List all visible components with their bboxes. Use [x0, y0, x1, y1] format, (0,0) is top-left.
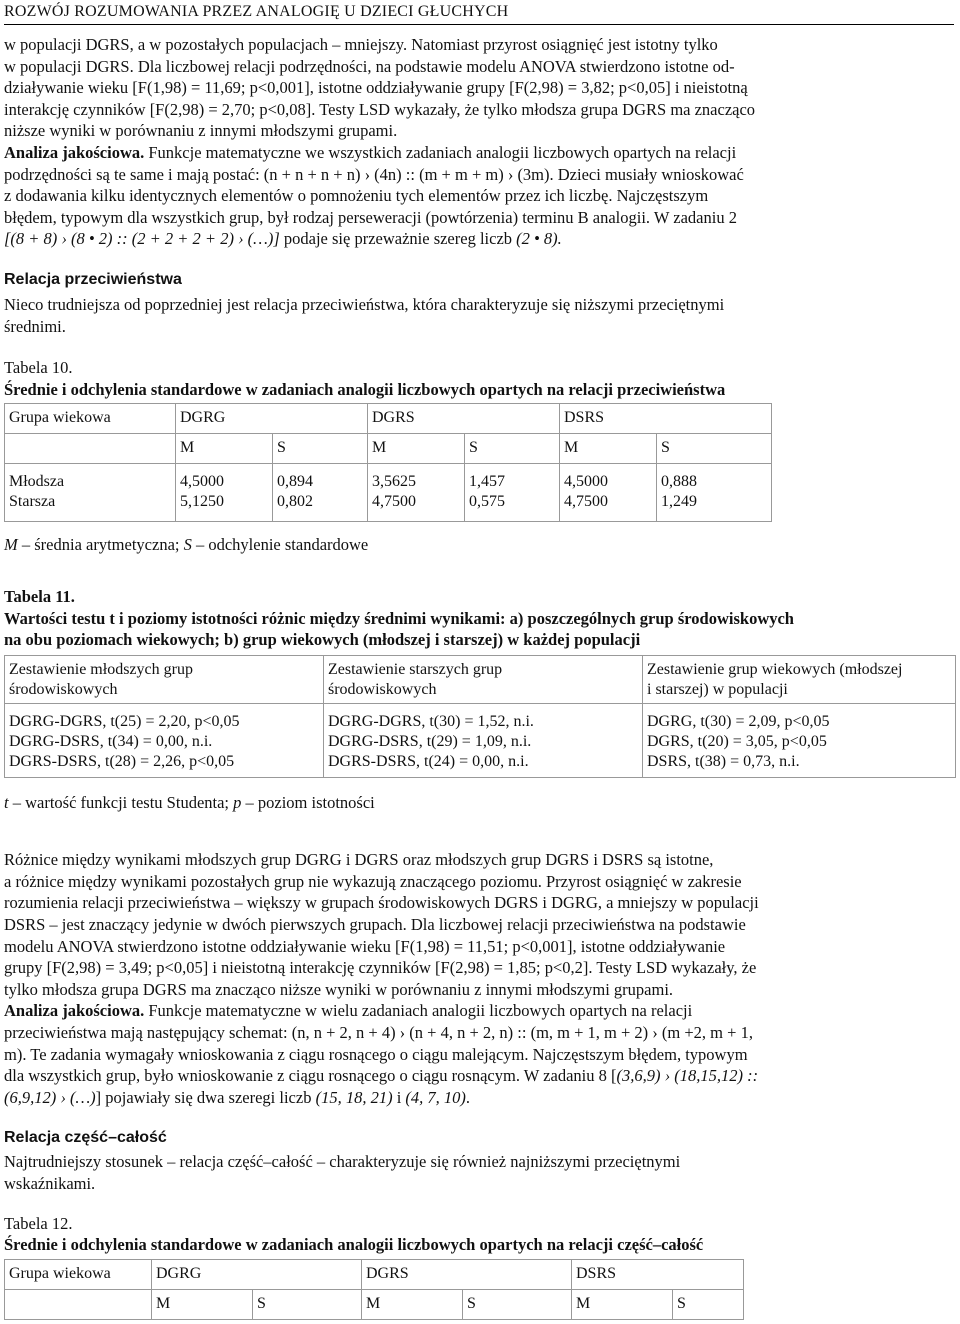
- running-header: ROZWÓJ ROZUMOWANIA PRZEZ ANALOGIĘ U DZIECI GŁUCHYCH: [4, 0, 954, 25]
- table-label: Tabela 10.: [4, 358, 73, 378]
- qualitative-analysis-1: Analiza jakościowa. Funkcje matematyczne we wszystkich zadaniach analogii liczbowych opartych na relacji podrzędności są te same i mają postać: (n + n + n + n) › (4n) :: (m + m + m) › (3m). Dzieci musiały wnioskować z dodawania kilku identycznych elementów o pomnożeniu tych elementów przez ich liczbę. Najczęstszym błędem, typowym dla wszystkich grup, był rodzaj perseweracji (powtórzenia) terminu B analogii. W zadaniu 2 [(8 + 8) › (8 • 2) :: (2 + 2 + 2 + 2) › (…)] podaje się przeważnie szereg liczb (2 • 8).: [4, 142, 744, 249]
- qualitative-analysis-2: Analiza jakościowa. Funkcje matematyczne w wielu zadaniach analogii liczbowych opartych na relacji przeciwieństwa mają następujący schemat: (n, n + 2, n + 4) › (n + 4, n + 2, n) :: (m, m + 1, m + 2) › (m +2, m + 1, m). Te zadania wymagały wnioskowania z ciągu rosnącego o ciągu malejącym. Najczęstszym błędem, typowym dla wszystkich grup, było wnioskowanie z ciągu rosnącego o ciągu rosnącym. W zadaniu 8 [(3,6,9) › (18,15,12) :: (6,9,12) › (…)] pojawiały się dwa szeregi liczb (15, 18, 21) i (4, 7, 10).: [4, 1001, 759, 1107]
- intro-paragraph: w populacji DGRS, a w pozostałych populacjach – mniejszy. Natomiast przyrost osiągnięć jest istotny tylko w populacji DGRS. Dla liczbowej relacji podrzędności, na podstawie modelu ANOVA stwierdzono istotne od- działywanie wieku [F(1,98) = 11,69; p<0,001], istotne oddziaływanie grupy [F(2,98) = 3,82; p<0,05] i nieistotną interakcję czynników [F(2,98) = 2,70; p<0,08]. Testy LSD wykazały, że tylko młodsza grupa DGRS ma znacząco niższe wyniki w porównaniu z innymi młodszymi grupami.: [4, 35, 756, 141]
- table-label: Tabela 11.: [4, 586, 75, 606]
- discussion-paragraph: Różnice między wynikami młodszych grup DGRG i DGRS oraz młodszych grup DGRS i DSRS są istotne, a różnice między wynikami pozostałych grup nie wykazują znaczącego poziomu. Przyrost osiągnięć w zakresie rozumienia relacji przeciwieństwa – większy w grupach środowiskowych DGRS i DGRG, a mniejszy w populacji DSRS – jest znaczący jedynie w dwóch pierwszych grupach. Dla liczbowej relacji przeciwieństwa na podstawie modelu ANOVA stwierdzono istotne oddziaływanie wieku [F(1,98) = 11,51; p<0,001], istotne oddziaływanie grupy [F(2,98) = 3,49; p<0,05] i nieistotną interakcję czynników [F(2,98) = 1,85; p<0,2]. Testy LSD wykazały, że tylko młodsza grupa DGRS ma znacząco niższe wyniki w porównaniu z innymi młodszymi grupami.: [4, 850, 759, 999]
- table-10-grid: Grupa wiekowa DGRG DGRS DSRS M S M S M S Młodsza Starsza 4,5000 5,1250 0,894 0,802 3,5625 4,7500 1,457 0,575 4,5000 4,7500 0,888 1,249: [4, 403, 772, 522]
- section-title: Relacja część–całość: [4, 1129, 167, 1147]
- analysis-heading: Analiza jakościowa.: [4, 1001, 145, 1021]
- section-title: Relacja przeciwieństwa: [4, 270, 182, 288]
- table-10: [4, 357, 954, 556]
- analysis-heading: Analiza jakościowa.: [4, 142, 145, 162]
- section-opposition: Relacja przeciwieństwa Nieco trudniejsza od poprzedniej jest relacja przeciwieństwa, która charakteryzuje się niższymi przeciętnymi średnimi.: [4, 269, 954, 337]
- table-12-grid: Grupa wiekowa DGRG DGRS DSRS M S M S M S: [4, 1259, 744, 1320]
- table-11: Tabela 11. Wartości testu t i poziomy istotności różnic między średnimi wynikami: a) poszczególnych grup środowiskowych na obu poziomach wiekowych; b) grup wiekowych (młodszej i starszej) w każdej populacji Zestawienie młodszych grup środowiskowych Zestawienie starszych grup środowiskowych Zestawienie grup wiekowych (młodszej i starszej) w populacji DGRG-DGRS, t(25) = 2,20, p<0,05 DGRG-DSRS, t(34) = 0,00, n.i. DGRS-DSRS, t(28) = 2,26, p<0,05 DGRG-DGRS, t(30) = 1,52, n.i. DGRG-DSRS, t(29) = 1,09, n.i. DGRS-DSRS, t(24) = 0,00, n.i. DGRG, t(30) = 2,09, p<0,05 DGRS, t(20) = 3,05, p<0,05 DSRS, t(38) = 0,73, n.i. t – wartość funkcji testu Studenta; p – poziom istotności: [4, 586, 954, 813]
- table-12: [4, 1213, 954, 1320]
- table-label: Tabela 12.: [4, 1213, 73, 1233]
- section-part-whole: Relacja część–całość Najtrudniejszy stosunek – relacja część–całość – charakteryzuje się również najniższymi przeciętnymi wskaźnikami.: [4, 1127, 954, 1194]
- table-note: t – wartość funkcji testu Studenta; p – poziom istotności: [4, 792, 375, 812]
- table-caption: Średnie i odchylenia standardowe w zadaniach analogii liczbowych opartych na relacji przeciwieństwa: [4, 379, 726, 399]
- table-caption: Wartości testu t i poziomy istotności różnic między średnimi wynikami: a) poszczególnych grup środowiskowych: [4, 608, 794, 628]
- table-11-grid: Zestawienie młodszych grup środowiskowych Zestawienie starszych grup środowiskowych Zestawienie grup wiekowych (młodszej i starszej) w populacji DGRG-DGRS, t(25) = 2,20, p<0,05 DGRG-DSRS, t(34) = 0,00, n.i. DGRS-DSRS, t(28) = 2,26, p<0,05 DGRG-DGRS, t(30) = 1,52, n.i. DGRG-DSRS, t(29) = 1,09, n.i. DGRS-DSRS, t(24) = 0,00, n.i. DGRG, t(30) = 2,09, p<0,05 DGRS, t(20) = 3,05, p<0,05 DSRS, t(38) = 0,73, n.i.: [4, 655, 956, 778]
- table-caption: Średnie i odchylenia standardowe w zadaniach analogii liczbowych opartych na relacji część–całość: [4, 1235, 704, 1255]
- table-note: M – średnia arytmetyczna; S – odchylenie standardowe: [4, 535, 369, 555]
